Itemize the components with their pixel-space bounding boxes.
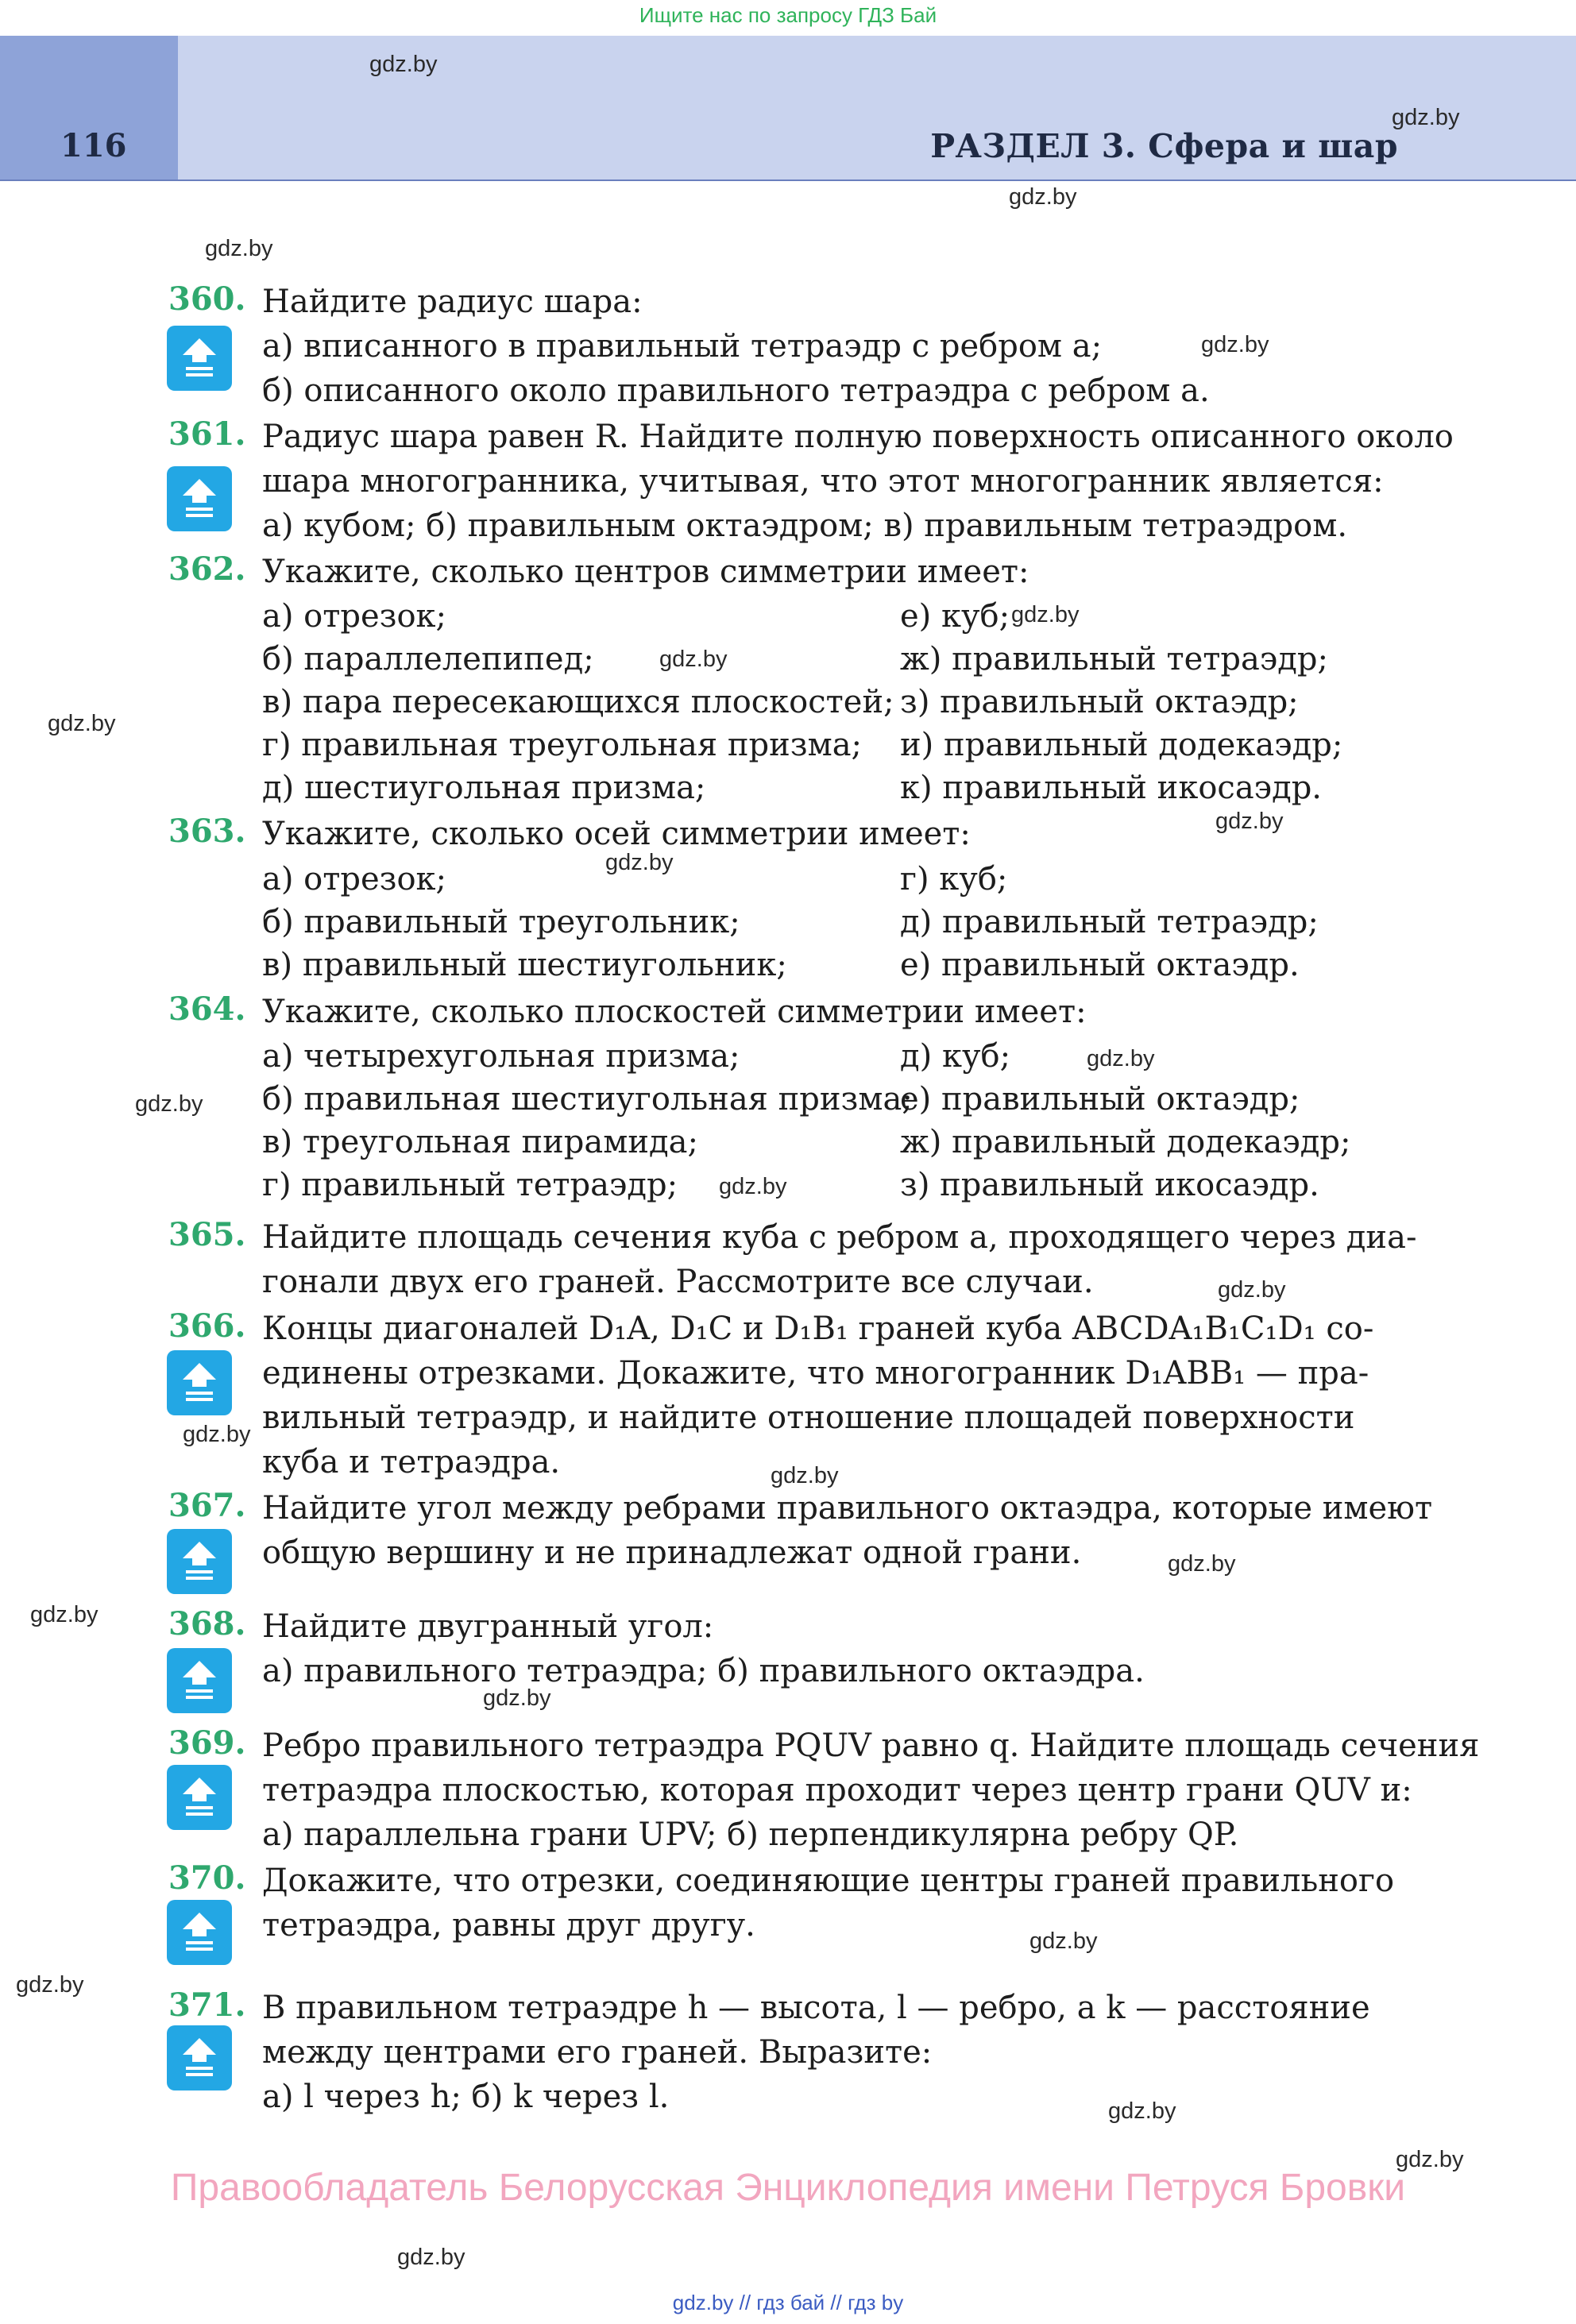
problem-number: 367.	[168, 1487, 246, 1524]
watermark: gdz.by	[48, 711, 116, 736]
home-icon[interactable]	[167, 1765, 232, 1830]
watermark: gdz.by	[135, 1091, 203, 1117]
list-item: б) параллелепипед;	[262, 641, 594, 678]
problem-text: шара многогранника, учитывая, что этот многогранник является:	[262, 463, 1384, 500]
list-item: з) правильный икосаэдр.	[900, 1167, 1319, 1203]
problem-text: тетраэдра, равны друг другу.	[262, 1907, 755, 1944]
home-icon[interactable]	[167, 466, 232, 531]
list-item: а) отрезок;	[262, 861, 447, 898]
watermark: gdz.by	[1108, 2098, 1176, 2124]
problem-text: а) вписанного в правильный тетраэдр с ребром a;	[262, 328, 1103, 365]
watermark: gdz.by	[205, 236, 273, 261]
list-item: в) треугольная пирамида;	[262, 1124, 698, 1160]
problem-text: Концы диагоналей D₁A, D₁C и D₁B₁ граней куба ABCDA₁B₁C₁D₁ со-	[262, 1311, 1374, 1347]
problem-text: Найдите площадь сечения куба с ребром a, проходящего через диа-	[262, 1219, 1417, 1256]
watermark: gdz.by	[397, 2245, 465, 2270]
problem-number: 361.	[168, 415, 246, 453]
list-item: к) правильный икосаэдр.	[900, 770, 1323, 806]
problem-text: Укажите, сколько осей симметрии имеет:	[262, 816, 971, 852]
list-item: а) четырехугольная призма;	[262, 1038, 740, 1075]
section-title: РАЗДЕЛ 3. Сфера и шар	[930, 127, 1398, 165]
problem-number: 369.	[168, 1724, 246, 1762]
problem-number: 362.	[168, 550, 246, 588]
home-icon[interactable]	[167, 1900, 232, 1965]
watermark: gdz.by	[1392, 105, 1460, 130]
problem-number: 371.	[168, 1986, 246, 2024]
home-icon[interactable]	[167, 1529, 232, 1594]
problem-text: Найдите двугранный угол:	[262, 1608, 714, 1645]
problem-text: общую вершину и не принадлежат одной грани.	[262, 1535, 1082, 1571]
home-icon[interactable]	[167, 2025, 232, 2090]
watermark: gdz.by	[659, 647, 728, 672]
list-item: д) куб;	[900, 1038, 1011, 1075]
problem-text: а) параллельна грани UPV; б) перпендикулярна ребру QP.	[262, 1816, 1239, 1853]
problem-text: Найдите радиус шара:	[262, 284, 643, 320]
problem-text: В правильном тетраэдре h — высота, l — ребро, а k — расстояние	[262, 1990, 1370, 2026]
problem-number: 360.	[168, 280, 246, 318]
problem-text: куба и тетраэдра.	[262, 1444, 561, 1480]
problem-text: Ребро правильного тетраэдра PQUV равно q. Найдите площадь сечения	[262, 1728, 1480, 1764]
list-item: ж) правильный додекаэдр;	[900, 1124, 1351, 1160]
problem-text: Радиус шара равен R. Найдите полную поверхность описанного около	[262, 419, 1454, 455]
watermark: gdz.by	[1396, 2147, 1464, 2172]
home-icon[interactable]	[167, 1648, 232, 1713]
home-icon[interactable]	[167, 326, 232, 391]
list-item: е) правильный октаэдр.	[900, 947, 1300, 983]
bottom-links[interactable]: gdz.by // гдз бай // гдз by	[672, 2291, 904, 2314]
problem-text: гонали двух его граней. Рассмотрите все случаи.	[262, 1264, 1094, 1300]
watermark: gdz.by	[483, 1685, 551, 1711]
problem-text: единены отрезками. Докажите, что многогранник D₁ABB₁ — пра-	[262, 1355, 1369, 1392]
list-item: ж) правильный тетраэдр;	[900, 641, 1328, 678]
problem-text: Укажите, сколько центров симметрии имеет:	[262, 554, 1029, 590]
watermark: gdz.by	[719, 1174, 787, 1199]
problem-text: вильный тетраэдр, и найдите отношение площадей поверхности	[262, 1399, 1355, 1436]
watermark: gdz.by	[1009, 184, 1077, 210]
problem-number: 370.	[168, 1859, 246, 1897]
watermark: gdz.by	[1201, 332, 1269, 357]
problem-number: 364.	[168, 990, 246, 1028]
list-item: д) правильный тетраэдр;	[900, 904, 1319, 940]
problem-text: а) l через h; б) k через l.	[262, 2079, 670, 2115]
home-icon[interactable]	[167, 1350, 232, 1415]
list-item: в) правильный шестиугольник;	[262, 947, 787, 983]
list-item: г) правильный тетраэдр;	[262, 1167, 678, 1203]
problem-number: 363.	[168, 813, 246, 850]
watermark: gdz.by	[183, 1422, 251, 1447]
list-item: г) куб;	[900, 861, 1008, 898]
list-item: е) куб;	[900, 598, 1010, 635]
watermark: gdz.by	[1168, 1551, 1236, 1577]
watermark: gdz.by	[1029, 1928, 1098, 1954]
list-item: е) правильный октаэдр;	[900, 1081, 1300, 1118]
problem-text: между центрами его граней. Выразите:	[262, 2034, 933, 2071]
watermark: gdz.by	[1011, 602, 1080, 627]
watermark: gdz.by	[1218, 1277, 1286, 1303]
problem-text: Укажите, сколько плоскостей симметрии имеет:	[262, 994, 1087, 1030]
watermark: gdz.by	[16, 1972, 84, 1998]
problem-text: а) правильного тетраэдра; б) правильного октаэдра.	[262, 1653, 1145, 1689]
list-item: в) пара пересекающихся плоскостей;	[262, 684, 894, 720]
problem-text: а) кубом; б) правильным октаэдром; в) правильным тетраэдром.	[262, 508, 1348, 544]
list-item: г) правильная треугольная призма;	[262, 727, 863, 763]
problem-text: Найдите угол между ребрами правильного октаэдра, которые имеют	[262, 1490, 1433, 1527]
page-number: 116	[60, 127, 127, 164]
list-item: б) правильная шестиугольная призма;	[262, 1081, 913, 1118]
watermark: gdz.by	[30, 1602, 98, 1627]
problem-text: Докажите, что отрезки, соединяющие центры граней правильного	[262, 1863, 1395, 1899]
list-item: и) правильный додекаэдр;	[900, 727, 1343, 763]
problem-number: 368.	[168, 1605, 246, 1643]
problem-text: тетраэдра плоскостью, которая проходит через центр грани QUV и:	[262, 1772, 1412, 1809]
list-item: б) правильный треугольник;	[262, 904, 740, 940]
list-item: а) отрезок;	[262, 598, 447, 635]
problem-number: 366.	[168, 1307, 246, 1345]
watermark: gdz.by	[771, 1463, 839, 1488]
copyright-notice: Правообладатель Белорусская Энциклопедия имени Петруся Бровки	[170, 2167, 1406, 2209]
problem-number: 365.	[168, 1216, 246, 1253]
watermark: gdz.by	[1215, 809, 1284, 834]
watermark: gdz.by	[1087, 1046, 1155, 1071]
list-item: з) правильный октаэдр;	[900, 684, 1299, 720]
watermark: gdz.by	[605, 850, 674, 875]
top-search-note: Ищите нас по запросу ГДЗ Бай	[639, 3, 937, 27]
problem-text: б) описанного около правильного тетраэдра с ребром a.	[262, 373, 1210, 409]
list-item: д) шестиугольная призма;	[262, 770, 706, 806]
header-divider	[0, 180, 1576, 181]
watermark: gdz.by	[369, 52, 438, 77]
